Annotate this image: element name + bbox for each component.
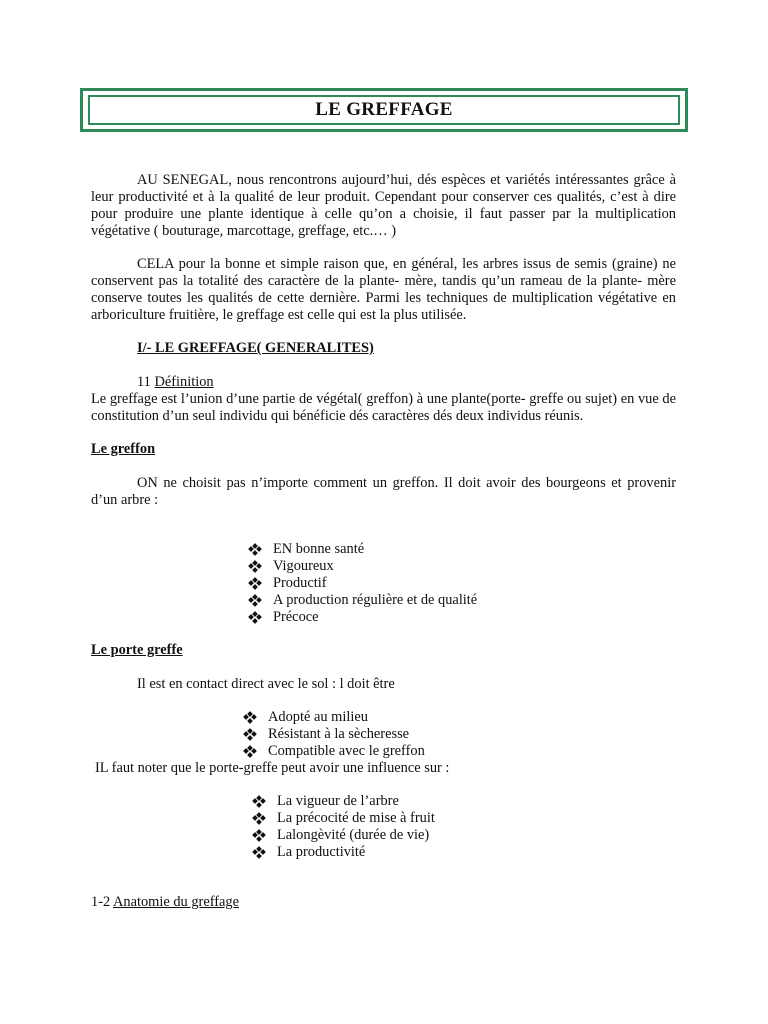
diamond-bullet-icon: [249, 544, 269, 556]
list-item-text: Résistant à la sècheresse: [268, 726, 410, 742]
list-item: [249, 575, 477, 592]
definition-text: Le greffage est l’union d’une partie de végétal( greffon) à une plante(porte- greffe ou sujet) en vue de constitution d’un seul individu qui bénéficie dés caractères dés deux individus réunis.: [91, 391, 676, 424]
list-item-text: Précoce: [273, 609, 319, 625]
list-item-text: La vigueur de l’arbre: [277, 793, 399, 809]
diamond-bullet-icon: [249, 612, 269, 624]
list-item: [249, 558, 477, 575]
greffon-heading-text: Le greffon: [91, 441, 156, 457]
section-anatomie-label: Anatomie du greffage: [113, 894, 240, 910]
influence-note: IL faut noter que le porte-greffe peut avoir une influence sur :: [95, 760, 450, 776]
list-item: [249, 609, 477, 626]
title-frame: [80, 88, 688, 132]
influence-list: [253, 793, 435, 861]
list-item-text: Vigoureux: [273, 558, 334, 574]
intro-paragraph-1: AU SENEGAL, nous rencontrons aujourd’hui, dés espèces et variétés intéressantes grâce à leur productivité et à la qualité de leur produit. Cependant pour conserver ces qualités, c’est à dire pour produire une plante identique à celle qu’on a choisie, il faut passer par la multiplication végétative ( bouturage, marcottage, greffage, etc.… ): [91, 172, 676, 239]
list-item-text: A production régulière et de qualité: [273, 592, 478, 608]
document-title: LE GREFFAGE: [315, 99, 453, 120]
diamond-bullet-icon: [244, 746, 264, 758]
diamond-bullet-icon: [244, 712, 264, 724]
diamond-bullet-icon: [249, 561, 269, 573]
intro-paragraph-2: CELA pour la bonne et simple raison que, en général, les arbres issus de semis (graine) ne conservent pas la totalité des caractère de la plante- mère, tandis qu’un rameau de la plante- mère conserve toutes les qualités de cette dernière. Parmi les techniques de multiplication végétative en arboriculture fruitière, le greffage est celle qui est la plus utilisée.: [91, 256, 676, 323]
list-item-text: Lalongèvité (durée de vie): [277, 827, 430, 843]
greffon-heading: [91, 441, 676, 458]
list-item: [249, 592, 477, 609]
list-item-text: Adopté au milieu: [268, 709, 368, 725]
title-inner-frame: [88, 95, 680, 125]
definition-heading: [137, 374, 537, 391]
section-heading-generalites: [137, 340, 637, 357]
diamond-bullet-icon: [253, 796, 273, 808]
diamond-bullet-icon: [253, 847, 273, 859]
list-item: [253, 844, 435, 861]
list-item: [253, 793, 435, 810]
section-heading-text: I/- LE GREFFAGE( GENERALITES): [137, 340, 374, 356]
list-item: [249, 541, 477, 558]
porte-greffe-heading: [91, 642, 676, 659]
list-item: [253, 810, 435, 827]
list-item: [244, 709, 425, 726]
list-item-text: Compatible avec le greffon: [268, 743, 425, 759]
list-item-text: La précocité de mise à fruit: [277, 810, 435, 826]
list-item-text: Productif: [273, 575, 327, 591]
definition-label: Définition: [154, 374, 214, 390]
section-anatomie-number: 1-2: [91, 894, 113, 910]
section-anatomie-heading: [91, 894, 676, 911]
list-item-text: La productivité: [277, 844, 366, 860]
greffon-paragraph: ON ne choisit pas n’importe comment un greffon. Il doit avoir des bourgeons et provenir d’un arbre :: [91, 475, 676, 508]
diamond-bullet-icon: [253, 830, 273, 842]
definition-number: 11: [137, 374, 155, 390]
porte-greffe-paragraph: Il est en contact direct avec le sol : l doit être: [137, 676, 395, 692]
list-item: [253, 827, 435, 844]
diamond-bullet-icon: [249, 578, 269, 590]
porte-greffe-heading-text: Le porte greffe: [91, 642, 183, 658]
list-item: [244, 726, 425, 743]
list-item: [244, 743, 425, 760]
diamond-bullet-icon: [249, 595, 269, 607]
porte-greffe-criteria-list: [244, 709, 425, 760]
greffon-criteria-list: [249, 541, 477, 626]
diamond-bullet-icon: [244, 729, 264, 741]
diamond-bullet-icon: [253, 813, 273, 825]
list-item-text: EN bonne santé: [273, 541, 365, 557]
